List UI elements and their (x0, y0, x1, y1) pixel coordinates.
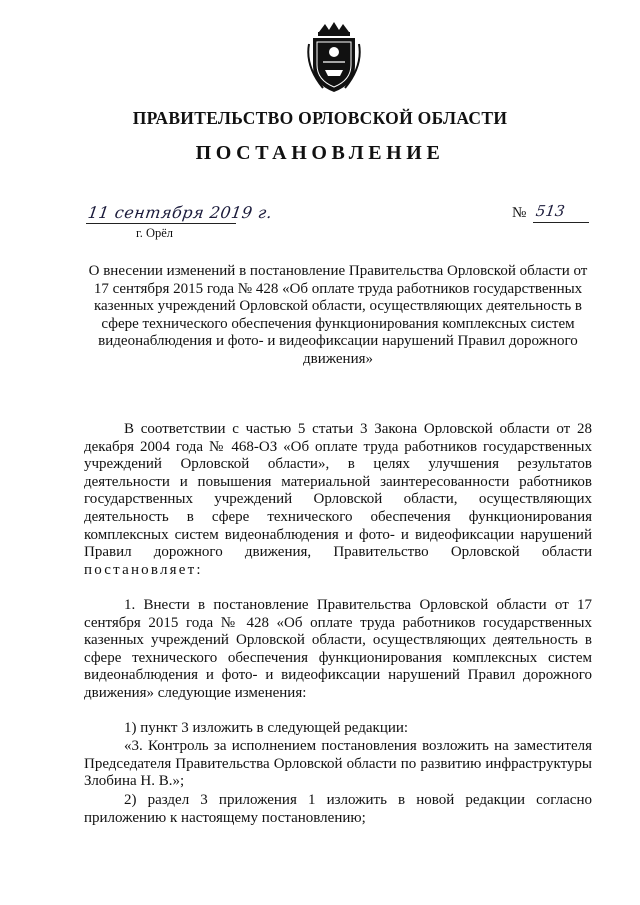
date-underline (86, 223, 236, 224)
handwritten-date: 11 сентября 2019 г. (86, 203, 274, 222)
number-label: № (512, 205, 527, 221)
quoted-point-3: «3. Контроль за исполнением постановления возложить на заместителя Председателя Правительства Орловской области по развитию инфраструктуры Злобина Н. В.»; (84, 738, 592, 790)
preamble-paragraph (84, 421, 592, 579)
subitem-2-paragraph: 2) раздел 3 приложения 1 изложить в новой редакции согласно приложению к настоящему постановлению; (84, 792, 592, 826)
coat-of-arms-icon (305, 22, 363, 94)
preamble-text: В соответствии с частью 5 статьи 3 Закона Орловской области от 28 декабря 2004 года № 468-ОЗ «Об оплате труда работников государственных учреждений Орловской области», в целях улучшения результатов деятельности и повышения материальной заинтересованности работников государственных учреждений Орловской области, осуществляющих деятельность в сфере технического обеспечения функционирования комплексных систем видеонаблюдения и фото- и видеофиксации нарушений Правил дорожного движения, Правительство Орловской области (84, 421, 592, 561)
number-underline (533, 222, 589, 223)
item-1-paragraph: 1. Внести в постановление Правительства Орловской области от 17 сентября 2015 года № 428 «Об оплате труда работников государственных казенных учреждений Орловской области, осуществляющих деятельность в сфере технического обеспечения функционирования комплексных систем видеонаблюдения и фото- и видеофиксации нарушений Правил дорожного движения» следующие изменения: (84, 597, 592, 701)
subitem-1-paragraph: 1) пункт 3 изложить в следующей редакции: (124, 720, 409, 736)
city-label: г. Орёл (136, 226, 174, 240)
handwritten-number: 513 (534, 202, 566, 220)
decree-word: постановляет: (84, 561, 203, 578)
organization-name: ПРАВИТЕЛЬСТВО ОРЛОВСКОЙ ОБЛАСТИ (132, 108, 508, 128)
document-type: ПОСТАНОВЛЕНИЕ (195, 142, 445, 164)
document-title: О внесении изменений в постановление Правительства Орловской области от 17 сентября 2015 года № 428 «Об оплате труда работников государственных казенных учреждений Орловской области, осуществляющих деятельность в сфере технического обеспечения функционирования комплексных систем видеонаблюдения и фото- и видеофиксации нарушений Правил дорожного движения» (88, 263, 588, 367)
